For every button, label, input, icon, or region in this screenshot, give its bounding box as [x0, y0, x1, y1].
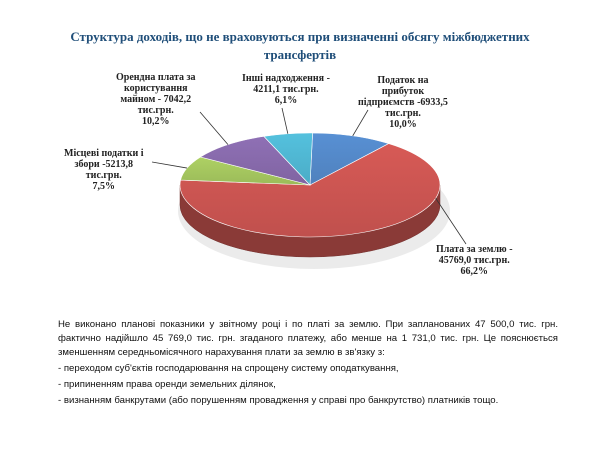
bullet-item: - припиненням права оренди земельних ділянок, [58, 379, 276, 390]
leader-line-2 [152, 162, 187, 168]
label-slice-4: Інші надходження - 4211,1 тис.грн. 6,1% [242, 73, 330, 106]
leader-line-4 [282, 108, 288, 134]
body-text [58, 318, 558, 408]
body-paragraph: Не виконано планові показники у звітному році і по платі за землю. При запланованих 47 500,0 тис. грн. фактично надійшло 45 769,0 тис. грн. згаданого платежу, або менше на 1 731,0 тис. грн. Це пояснюється зменшенням середньомісячного нарахування плати за землю в зв'язку з: [58, 319, 558, 358]
chart-title: Структура доходів, що не враховуються при визначенні обсягу міжбюджетних трансфертів [70, 29, 530, 62]
label-slice-3: Орендна плата за користування майном - 7042,2 тис.грн. 10,2% [116, 72, 196, 127]
label-slice-1: Плата за землю - 45769,0 тис.грн. 66,2% [436, 244, 513, 277]
leader-line-3 [200, 112, 228, 145]
bullet-item: - переходом суб'єктів господарювання на спрощену систему оподаткування, [58, 363, 399, 374]
label-slice-2: Місцеві податки і збори -5213,8 тис.грн. 7,5% [64, 148, 144, 192]
bullet-item: - визнанням банкрутами (або порушенням провадження у справі про банкрутство) платників тощо. [58, 395, 499, 406]
label-slice-0: Податок на прибуток підприємств -6933,5 тис.грн. 10,0% [358, 75, 448, 130]
